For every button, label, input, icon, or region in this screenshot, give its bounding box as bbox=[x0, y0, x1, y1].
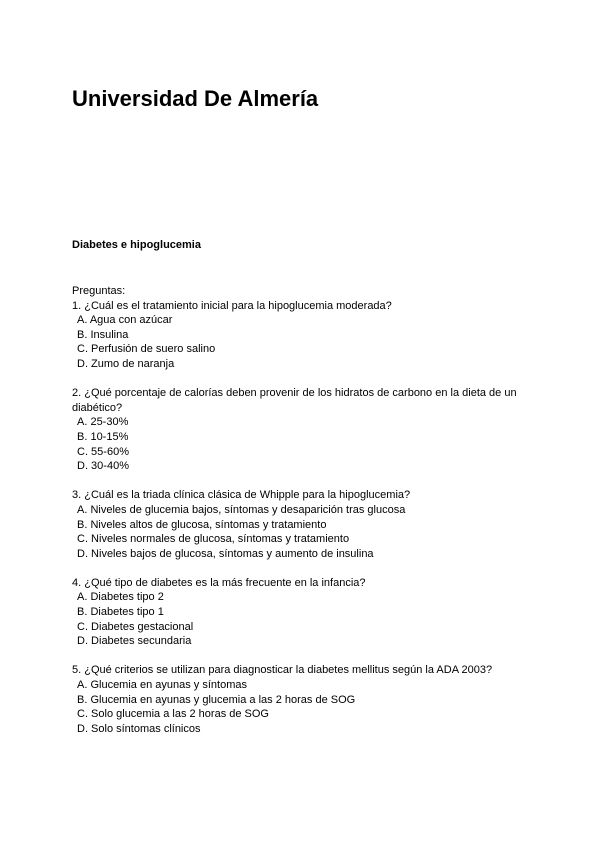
answer-option: D. Zumo de naranja bbox=[77, 357, 175, 370]
answer-option: C. Solo glucemia a las 2 horas de SOG bbox=[77, 708, 269, 721]
answer-option: C. Diabetes gestacional bbox=[77, 620, 194, 633]
question-block bbox=[72, 576, 534, 649]
question-block bbox=[72, 386, 534, 474]
questions-section bbox=[72, 284, 534, 751]
answer-option: D. Niveles bajos de glucosa, síntomas y aumento de insulina bbox=[77, 547, 374, 560]
answer-option: B. Diabetes tipo 1 bbox=[77, 606, 164, 619]
answer-option: C. Niveles normales de glucosa, síntomas y tratamiento bbox=[77, 533, 350, 546]
question-block bbox=[72, 488, 534, 561]
question-text: 3. ¿Cuál es la triada clínica clásica de Whipple para la hipoglucemia? bbox=[72, 489, 411, 502]
answer-option: D. Solo síntomas clínicos bbox=[77, 722, 201, 735]
question-text: 5. ¿Qué criterios se utilizan para diagnosticar la diabetes mellitus según la ADA 2003? bbox=[72, 664, 493, 677]
answer-option: C. Perfusión de suero salino bbox=[77, 343, 216, 356]
answer-option: B. Insulina bbox=[77, 328, 129, 341]
document-title: Universidad De Almería bbox=[72, 86, 319, 111]
answer-option: B. Glucemia en ayunas y glucemia a las 2 horas de SOG bbox=[77, 693, 356, 706]
question-block bbox=[72, 663, 534, 736]
document-subtitle: Diabetes e hipoglucemia bbox=[72, 239, 201, 251]
question-list bbox=[72, 299, 534, 737]
answer-option: D. Diabetes secundaria bbox=[77, 635, 192, 648]
answer-option: A. Glucemia en ayunas y síntomas bbox=[77, 679, 247, 692]
answer-option: B. Niveles altos de glucosa, síntomas y tratamiento bbox=[77, 518, 327, 531]
answer-option: D. 30-40% bbox=[77, 460, 129, 473]
answer-option: B. 10-15% bbox=[77, 430, 129, 443]
answer-option: A. 25-30% bbox=[77, 416, 129, 429]
answer-option: A. Diabetes tipo 2 bbox=[77, 591, 164, 604]
answer-option: A. Niveles de glucemia bajos, síntomas y desaparición tras glucosa bbox=[77, 503, 406, 516]
questions-label: Preguntas: bbox=[72, 285, 126, 297]
question-block bbox=[72, 299, 534, 372]
answer-option: C. 55-60% bbox=[77, 445, 129, 458]
question-text: 4. ¿Qué tipo de diabetes es la más frecuente en la infancia? bbox=[72, 576, 366, 589]
question-text: 2. ¿Qué porcentaje de calorías deben provenir de los hidratos de carbono en la dieta de un diabético? bbox=[72, 387, 517, 414]
answer-option: A. Agua con azúcar bbox=[77, 314, 173, 327]
question-text: 1. ¿Cuál es el tratamiento inicial para la hipoglucemia moderada? bbox=[72, 299, 392, 312]
